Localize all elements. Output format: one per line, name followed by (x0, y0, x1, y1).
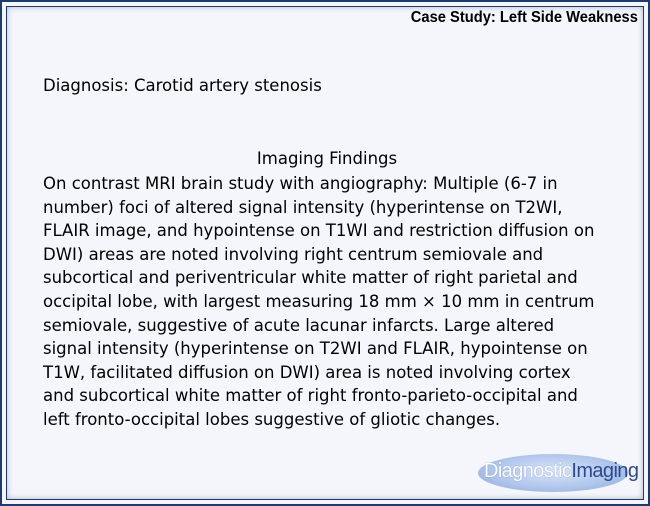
findings-line: FLAIR image, and hypointense on T1WI and restriction diffusion on (43, 221, 595, 241)
logo-text-diagnostic: Diagnostic (484, 460, 572, 482)
findings-line: and subcortical white matter of right fronto-parieto-occipital and (43, 386, 578, 406)
findings-line: DWI) areas are noted involving right centrum semiovale and (43, 244, 544, 264)
findings-line: left fronto-occipital lobes suggestive of gliotic changes. (43, 409, 501, 429)
diagnostic-imaging-logo (472, 450, 642, 494)
logo-text-imaging: Imaging (571, 460, 639, 482)
findings-line: number) foci of altered signal intensity (hyperintense on T2WI, (43, 197, 563, 217)
findings-line: On contrast MRI brain study with angiography: Multiple (6-7 in (43, 174, 558, 193)
diagnosis-text: Diagnosis: Carotid artery stenosis (43, 76, 322, 95)
findings-line: signal intensity (hyperintense on T2WI and FLAIR, hypointense on (43, 339, 588, 359)
findings-line: occipital lobe, with largest measuring 18 mm × 10 mm in centrum (43, 291, 595, 311)
findings-heading: Imaging Findings (256, 149, 398, 168)
findings-line: semiovale, suggestive of acute lacunar infarcts. Large altered (43, 315, 555, 335)
case-title: Case Study: Left Side Weakness (410, 9, 638, 26)
findings-body (43, 172, 623, 432)
logo-text (484, 460, 638, 483)
findings-line: T1W, facilitated diffusion on DWI) area is noted involving cortex (43, 362, 571, 382)
findings-line: subcortical and periventricular white matter of right parietal and (43, 268, 578, 288)
